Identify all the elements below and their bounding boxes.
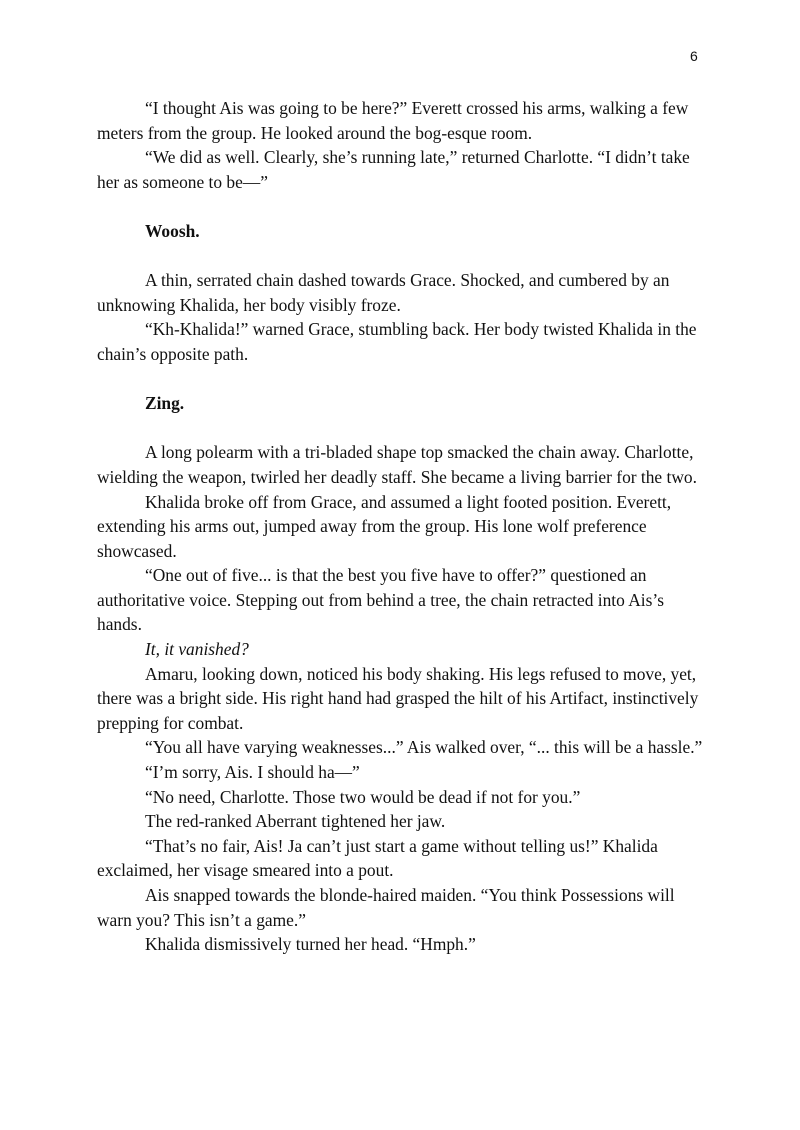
- paragraph: “Kh-Khalida!” warned Grace, stumbling back. Her body twisted Khalida in the chain’s opposite path.: [97, 319, 697, 364]
- paragraph: “No need, Charlotte. Those two would be dead if not for you.”: [145, 786, 581, 807]
- paragraph: “That’s no fair, Ais! Ja can’t just start a game without telling us!” Khalida exclaimed, her visage smeared into a pout.: [97, 835, 658, 881]
- body-text: [97, 96, 707, 957]
- sound-effect-heading: Zing.: [145, 393, 185, 414]
- paragraph: A long polearm with a tri-bladed shape top smacked the chain away. Charlotte, wielding the weapon, twirled her deadly staff. She became a living barrier for the two.: [97, 442, 697, 487]
- paragraph: “I’m sorry, Ais. I should ha—”: [145, 762, 360, 783]
- paragraph: Khalida dismissively turned her head. “Hmph.”: [145, 934, 476, 955]
- paragraph: “You all have varying weaknesses...” Ais walked over, “... this will be a hassle.”: [145, 737, 703, 758]
- paragraph: A thin, serrated chain dashed towards Grace. Shocked, and cumbered by an unknowing Khalida, her body visibly froze.: [97, 270, 670, 315]
- inner-thought: It, it vanished?: [145, 639, 249, 660]
- paragraph: “I thought Ais was going to be here?” Everett crossed his arms, walking a few meters from the group. He looked around the bog-esque room.: [97, 98, 689, 143]
- paragraph: Amaru, looking down, noticed his body shaking. His legs refused to move, yet, there was a bright side. His right hand had grasped the hilt of his Artifact, instinctively prepping for combat.: [97, 663, 699, 733]
- page-number: 6: [690, 48, 698, 64]
- paragraph: “One out of five... is that the best you five have to offer?” questioned an authoritative voice. Stepping out from behind a tree, the chain retracted into Ais’s hands.: [97, 565, 664, 635]
- paragraph: Ais snapped towards the blonde-haired maiden. “You think Possessions will warn you? This isn’t a game.”: [97, 885, 675, 930]
- paragraph: The red-ranked Aberrant tightened her jaw.: [145, 811, 446, 832]
- paragraph: Khalida broke off from Grace, and assumed a light footed position. Everett, extending his arms out, jumped away from the group. His lone wolf preference showcased.: [97, 491, 672, 561]
- sound-effect-heading: Woosh.: [145, 220, 200, 241]
- paragraph: “We did as well. Clearly, she’s running late,” returned Charlotte. “I didn’t take her as someone to be—”: [97, 147, 690, 192]
